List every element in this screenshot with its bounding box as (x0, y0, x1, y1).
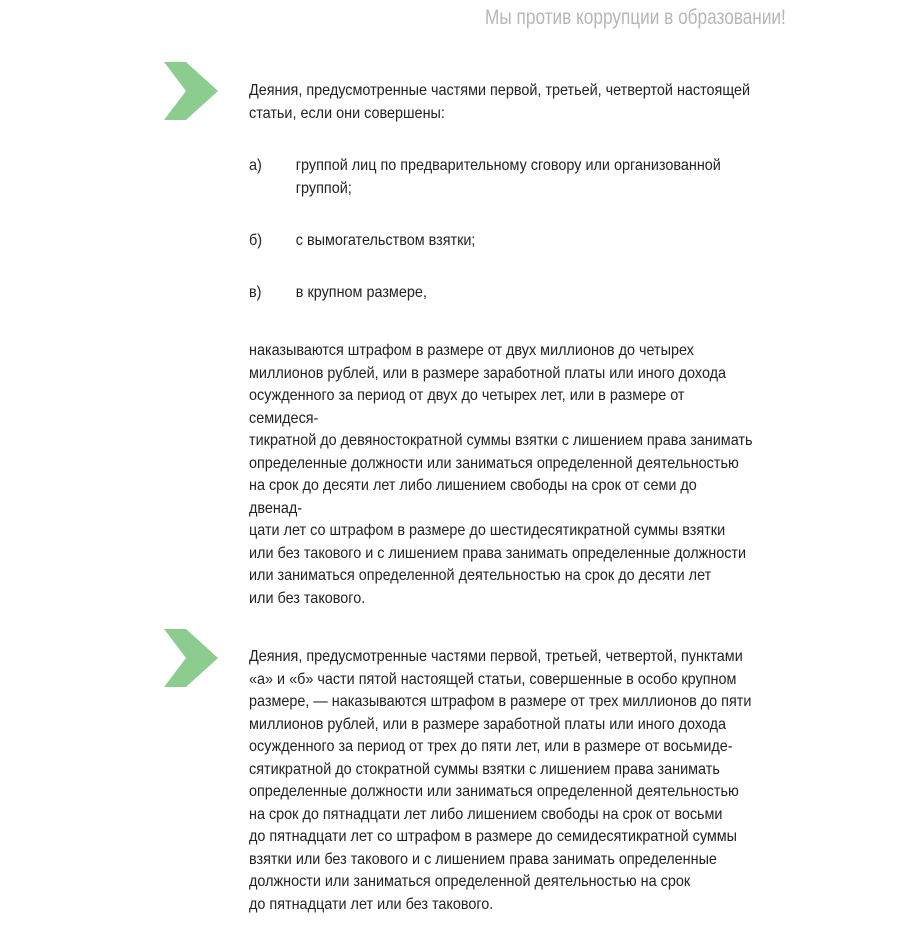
list-marker: б) (249, 232, 263, 249)
list-item-text: в крупном размере, (295, 284, 427, 301)
section1-intro: Деяния, предусмотренные частями первой, третьей, четвертой настоящей статьи, если они совершены: (249, 82, 751, 122)
chevron-right-icon (164, 629, 218, 687)
chevron-right-icon (164, 62, 218, 120)
list-marker: в) (249, 284, 262, 301)
section1-penalty: наказываются штрафом в размере от двух миллионов до четырех миллионов рублей, или в размере заработной платы или иного дохода осужденного за период от двух до четырех лет, или в размере от семидеся- тикратной до девяностократной суммы взятки с лишением права занимать определенные должности или заниматься определенной деятельностью на срок до десяти лет либо лишением свободы на срок от семи до двенад- цати лет со штрафом в размере до шестидесятикратной суммы взятки или без такового и с лишением права занимать определенные должности или заниматься определенной деятельностью на срок до десяти лет или без такового. (249, 342, 753, 607)
list-marker: а) (249, 157, 262, 174)
list-item-text: с вымогательством взятки; (295, 232, 476, 249)
section2-text: Деяния, предусмотренные частями первой, третьей, четвертой, пунктами «а» и «б» части пятой настоящей статьи, совершенные в особо крупном размере, — наказываются штрафом в размере от трех миллионов до пяти миллионов рублей, или в размере заработной платы или иного дохода осужденного за период от трех до пяти лет, или в размере от восьмиде- сятикратной до стократной суммы взятки с лишением права занимать определенные должности или заниматься определенной деятельностью на срок до пятнадцати лет либо лишением свободы на срок от восьми до пятнадцати лет со штрафом в размере до семидесятикратной суммы взятки или без такового и с лишением права занимать определенные должности или заниматься определенной деятельностью на срок до пятнадцати лет или без такового. (249, 648, 752, 913)
page-header-title: Мы против коррупции в образовании! (485, 6, 786, 29)
list-item-text: группой лиц по предварительному сговору или организованной группой; (295, 157, 721, 197)
